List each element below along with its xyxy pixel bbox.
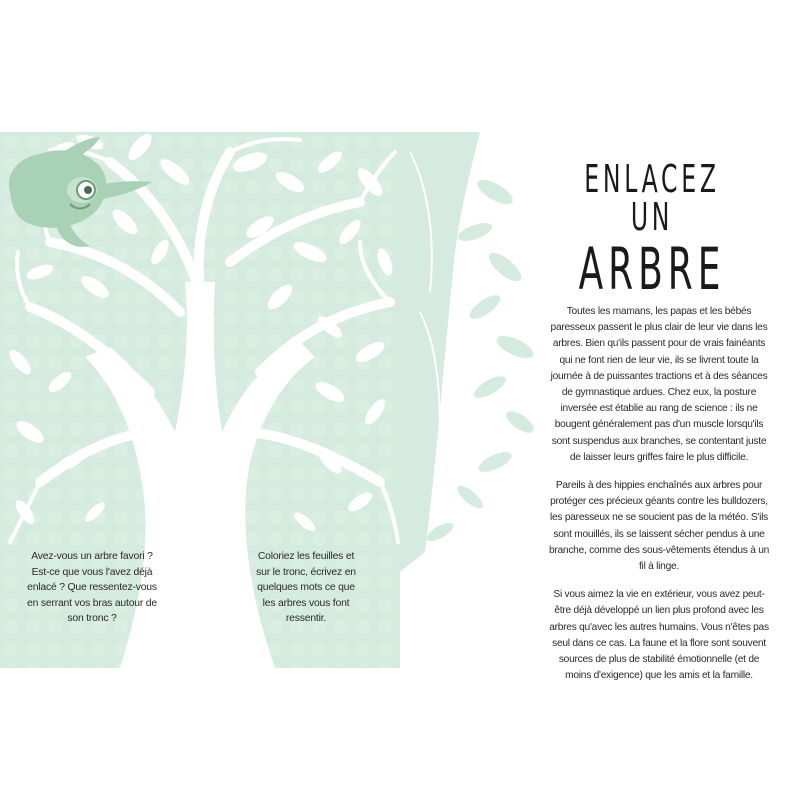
title-line-2: ARBRE	[578, 235, 726, 303]
paragraph-3: Si vous aimez la vie en extérieur, vous avez peut-être déjà développé un lien plus profond avec les arbres qu'avec les autres humains. Vous n'êtes pas seul dans ce cas. La faune et la flore sont souvent sources de plus de stabilité émotionnelle (et de moins d'exigence) que les amis et la famille.	[549, 589, 769, 682]
page-title	[532, 157, 772, 303]
body-text	[548, 304, 770, 696]
title-line-1: ENLACEZ UN	[584, 157, 720, 239]
paragraph-2: Pareils à des hippies enchaînés aux arbres pour protéger ces précieux géants contre les bulldozers, les paresseux ne se soucient pas de la météo. S'ils sont mouillés, ils se laissent sécher pendus à une branche, comme des sous-vêtements étendus à un fil à linge.	[548, 480, 770, 573]
question-prompt: Avez-vous un arbre favori ? Est-ce que vous l'avez déjà enlacé ? Que ressentez-vous en serrant vos bras autour de son tronc ?	[27, 551, 157, 625]
sloth-illustration	[0, 132, 160, 262]
paragraph-1: Toutes les mamans, les papas et les bébés paresseux passent le plus clair de leur vie dans les arbres. Bien qu'ils passent pour de vrais fainéants qui ne font rien de leur vie, ils se livrent toute la journée à de puissantes tractions et à des séances de gymnastique ardues. Chez eux, la posture inversée est établie au rang de science : ils ne bougent généralement pas d'un muscle lorsqu'ils sont suspendus aux branches, se contentant juste de laisser leurs griffes faire le plus difficile.	[550, 306, 768, 463]
coloring-prompt: Coloriez les feuilles et sur le tronc, écrivez en quelques mots ce que les arbres vous font ressentir.	[256, 551, 356, 625]
